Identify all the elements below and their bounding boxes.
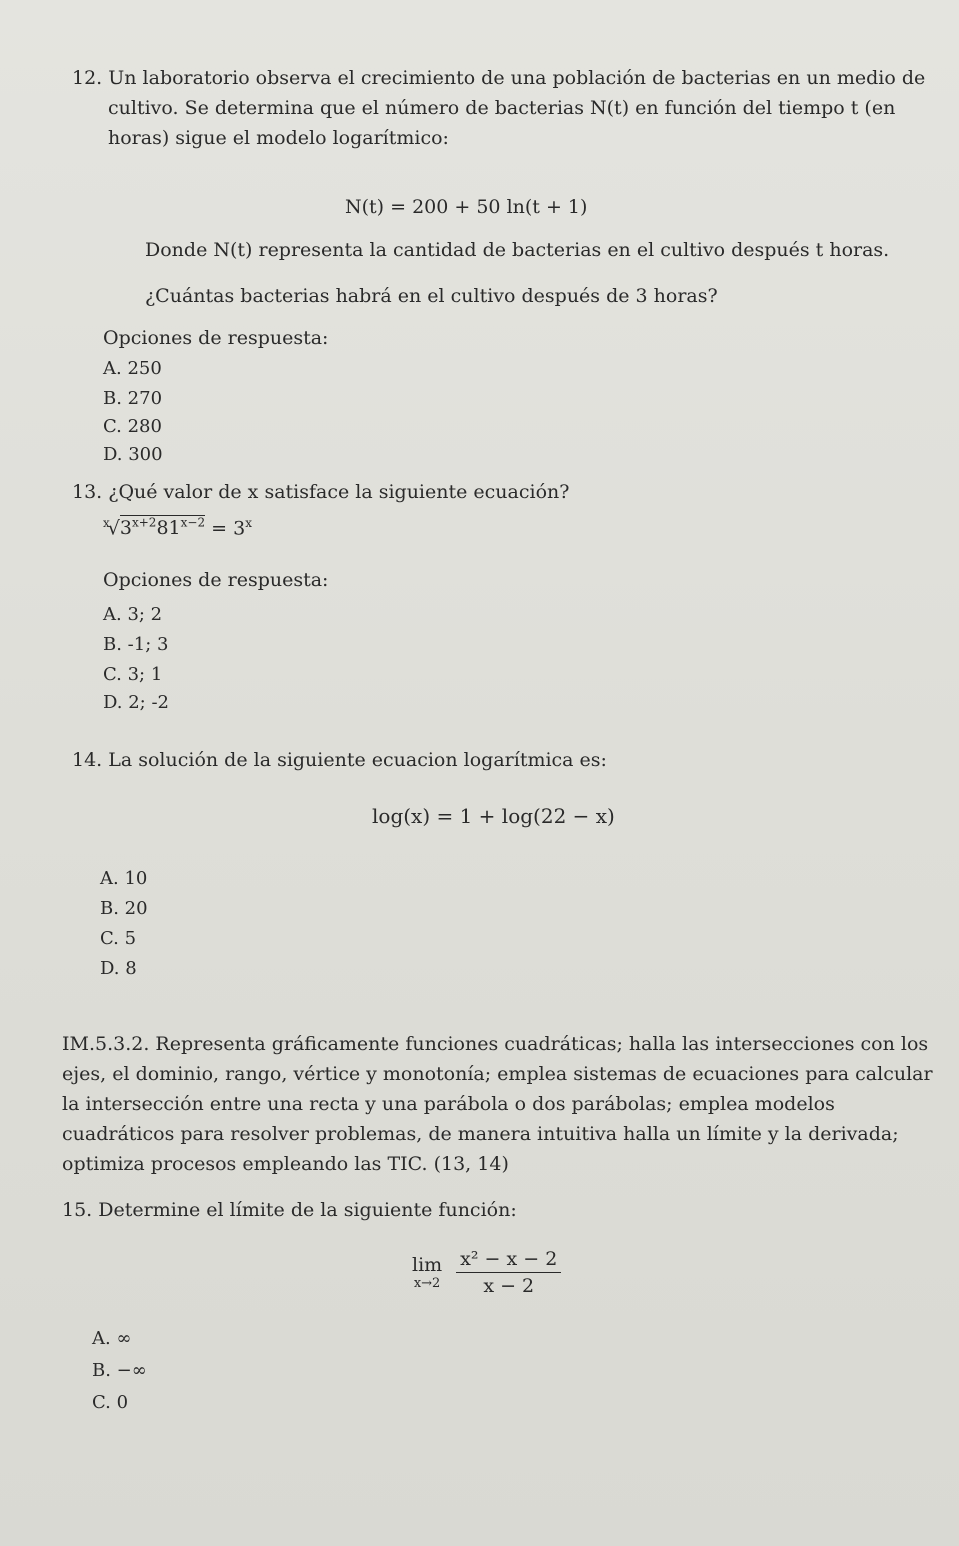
q13-option-a[interactable]: A. 3; 2 [103,604,163,625]
standard-line2: ejes, el dominio, rango, vértice y monotonía; emplea sistemas de ecuaciones para calcular [62,1063,933,1085]
q13-root-index: x [103,516,110,530]
q15-formula [412,1248,561,1297]
q14-option-d[interactable]: D. 8 [100,958,137,979]
q12-question: ¿Cuántas bacterias habrá en el cultivo después de 3 horas? [145,285,718,307]
standard-line3: la intersección entre una recta y una parábola o dos parábolas; emplea modelos [62,1093,835,1115]
q14-option-a[interactable]: A. 10 [100,868,148,889]
q13-question: 13. ¿Qué valor de x satisface la siguiente ecuación? [72,481,570,503]
q12-option-b[interactable]: B. 270 [103,388,163,409]
q15-option-a[interactable]: A. ∞ [92,1328,132,1349]
q12-option-c[interactable]: C. 280 [103,416,162,437]
q12-line3: horas) sigue el modelo logarítmico: [108,127,449,149]
q12-line1: 12. Un laboratorio observa el crecimiento de una población de bacterias en un medio de [72,67,926,89]
q15-question: 15. Determine el límite de la siguiente función: [62,1199,517,1221]
q13-option-d[interactable]: D. 2; -2 [103,692,170,713]
q14-option-b[interactable]: B. 20 [100,898,148,919]
q13-options-label: Opciones de respuesta: [103,569,329,591]
q14-formula: log(x) = 1 + log(22 − x) [372,804,615,828]
q13-rhs-exp: x [245,516,252,530]
q12-options-label: Opciones de respuesta: [103,327,329,349]
q14-option-c[interactable]: C. 5 [100,928,137,949]
q13-option-b[interactable]: B. -1; 3 [103,634,169,655]
q12-donde: Donde N(t) representa la cantidad de bacterias en el cultivo después t horas. [145,239,890,261]
q13-rhs: = 3 [205,517,246,540]
q15-option-c[interactable]: C. 0 [92,1392,129,1413]
q15-fraction: $\frac{\text{x² − x − 2}}{x - 2}$ [456,1248,561,1297]
q15-lim: lim x→2 [412,1254,443,1291]
q13-formula: $^x√3^{x+2}81^{x-2} = 3^x$ [103,516,252,540]
q13-option-c[interactable]: C. 3; 1 [103,664,163,685]
q13-radicand: $3^{x+2}81^{x-2}$ [119,516,206,540]
standard-line5: optimiza procesos empleando las TIC. (13, 14) [62,1153,509,1175]
q12-line2: cultivo. Se determina que el número de bacterias N(t) en función del tiempo t (en [108,97,896,119]
q14-question: 14. La solución de la siguiente ecuacion logarítmica es: [72,749,607,771]
standard-line1: IM.5.3.2. Representa gráficamente funciones cuadráticas; halla las intersecciones con los [62,1033,929,1055]
q15-option-b[interactable]: B. −∞ [92,1360,147,1381]
standard-line4: cuadráticos para resolver problemas, de manera intuitiva halla un límite y la derivada; [62,1123,899,1145]
q12-option-a[interactable]: A. 250 [103,358,162,379]
q12-formula: N(t) = 200 + 50 ln(t + 1) [345,196,588,218]
q12-option-d[interactable]: D. 300 [103,444,163,465]
